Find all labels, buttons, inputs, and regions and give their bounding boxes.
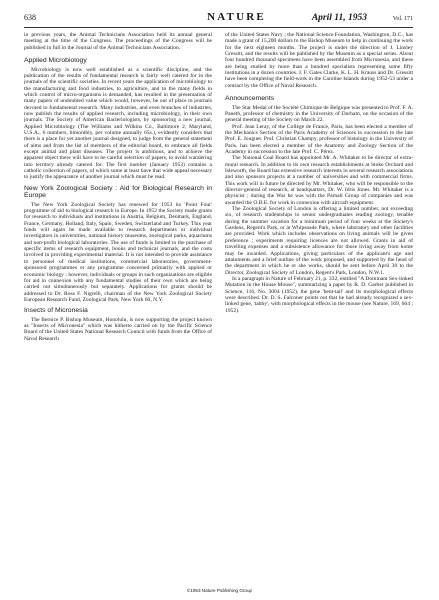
copyright-footer: ©1953 Nature Publishing Group (186, 588, 253, 593)
heading-applied-microbiology: Applied Microbiology (24, 57, 87, 65)
right-column (225, 32, 413, 342)
paragraph-intro: in previous years, the Animal Technicians Association held its annual general meeting at the time of the Congress. The proceedings of the Congress will be published in full in the Journal of the Animal Technicians Association. (24, 32, 212, 51)
page-number: 638 (24, 13, 36, 22)
journal-title: NATURE (207, 11, 266, 23)
paragraph-new-york-zoological-society: The New York Zoological Society has renewed for 1953 its 'Point Four' programme of aid to biological research in Europe. In 1952 the Society made grants for research to individuals and institutions in Austria, Belgium, Denmark, England, France, Germany, Holland, Italy, Spain, Sweden, Switzerland and Turkey. This year funds will again be made available to research departments or individual investigators in universities, national history museums, zoological parks, aquariums and non-profit biological laboratories. The use of funds is limited to the purchase of specific items of research equipment, books and technical journals, and the costs involved in providing experimental material. It is not intended to provide assistance to personnel of medical institutions, commercial laboratories, government-sponsored programmes or any programme concerned primarily with applied or economic biology ; however, individuals or groups in such organizations are eligible for aid in connexion with any fundamental studies of their own which are being carried out simultaneously but separately. Applications for grants should be addressed to Dr. Ross F. Nigrelli, chairman of the New York Zoological Society European Research Fund, Zoological Park, New York 60, N.Y. (24, 201, 212, 303)
volume-number: Vol. 171 (392, 16, 413, 22)
paragraph-insects-of-micronesia: The Bernice P. Bishop Museum, Honolulu, is now supporting the project known as "Insects of Micronesia" which was hitherto carried on by the Pacific Science Board of the United States National Research Council with funds from the Office of Naval Research (24, 316, 212, 342)
paragraph-micronesia-continued: of the United States Navy ; the National Science Foundation, Washington, D.C., has made a grant of 15,200 dollars to the Bishop Museum to help in continuing the work for the next eighteen months. The project is under the direction of J. Linsley Gressitt, and the results will be published by the Museum as a special series. About four hundred thousand specimens have been assembled from Micronesia, and these are being studied by more than a hundred specialists representing some fifty institutions in a dozen countries. J. F. Gates Clarke, K. L. H. Krauss and Dr. Gressitt have been completing the field-work in the Caroline Islands during 1952-53 under a contract by the Office of Naval Research. (225, 32, 413, 89)
left-column (24, 32, 212, 342)
paragraph-applied-microbiology: Microbiology is now well established as a scientific discipline, and the publication of the results of fundamental research is fairly well catered for in the journals of the scientific societies. In recent years the application of microbiology to the manufacturing and food industries, to agriculture, and to the many fields in which control of micro-organisms is demanded, has resulted in the presentation of many papers of undoubted value which would, however, be out of place in journals devoted to fundamental research. Many industries, and even branches of industries, now publish the results of applied research, including microbiology, in their own journals. The Society of American Bacteriologists, by sponsoring a new journal, Applied Microbiology (The Williams and Wilkins Co., Baltimore 2, Maryland, U.S.A., 6 numbers, bimonthly, per volume annually 65s.), evidently considers that there is a place for yet another journal designed, to judge from the general statement of aims and from the list of members of the editorial board, to embrace all fields except animal and plant diseases. The project is ambitious, and to achieve the apparent object there will have to be careful selection of papers, to avoid wandering into territory already catered for. The first number (January 1953) contains a catholic collection of papers, of which some at least have that wide appeal necessary to justify the appearance of another journal which must be read. (24, 66, 212, 181)
paragraph-studentships: The Zoological Society of London is offering a limited number, not exceeding six, of research studentships to senior undergraduates reading zoology, tenable during the summer vacation for a minimum period of four weeks at the Society's Gardens, Regent's Park, or at Whipsnade Park, where laboratory and other facilities are provided. Work which includes observations on living animals will be given preference ; experiments requiring licences are not allowed. Grants in aid of travelling expenses and a subsistence allowance for those living away from home may be awarded. Applications, giving particulars of the applicant's age and attainments and a brief outline of the work proposed, and supported by the head of the department in which he or she works, should be sent before April 30 to the Director, Zoological Society of London, Regent's Park, London, N.W.1. (225, 206, 413, 276)
article-columns (24, 32, 413, 342)
page-header (24, 11, 413, 28)
paragraph-sex-linked-mutation: In a paragraph in Nature of February 21, p. 332, entitled "A Dominant Sex-linked Mutation in the House Mouse", summarizing a paper by R. D. Garber published in Science, 116, No. 3004 (1952), the gene 'bent-tail' and its morphological effects were described. Dr. D. S. Falconer points out that he had already recognized a sex-linked gene, 'tabby', with morphological effects in the mouse (see Nature, 169, 664 ; 1952). (225, 275, 413, 314)
heading-announcements: Announcements (225, 95, 275, 103)
heading-new-york-zoological-society: New York Zoological Society : Aid for Biological Research in Europe (24, 184, 212, 200)
heading-insects-of-micronesia: Insects of Micronesia (24, 307, 88, 315)
issue-date: April 11, 1953 (311, 13, 367, 23)
paragraph-star-medal: The Star Medal of the Société Chimique de Belgique was presented to Prof. F. A. Paneth, professor of chemistry in the University of Durham, on the occasion of the general meeting of the Society on March 22. (225, 104, 413, 124)
paragraph-coal-board: The National Coal Board has appointed Mr. A. Whitaker to be director of extra-mural research. In addition to its own research establishments at Stoke Orchard and Isleworth, the Board has extensive research interests in several research associations and also sponsors projects at a number of universities and with commercial firms. This work will in future be directed by Mr. Whitaker, who will be responsible to the director-general of research, at headquarters, Dr. W. Idris Jones. Mr. Whitaker is a physicist ; during the War he was with the Parnall Group of companies and was awarded the O.B.E. for work in connexion with aircraft equipment. (225, 155, 413, 206)
paragraph-paris-academy: Prof. Jean Leray, of the Collège de France, Paris, has been elected a member of the Mechanics Section of the Paris Academy of Sciences in succession to the late Prof. E. Jouguet. Prof. Christian Champy, professor of histology in the University of Paris, has been elected a member of the Anatomy and Zoology Section of the Academy in succession to the late Prof. C. Pérez. (225, 123, 413, 155)
